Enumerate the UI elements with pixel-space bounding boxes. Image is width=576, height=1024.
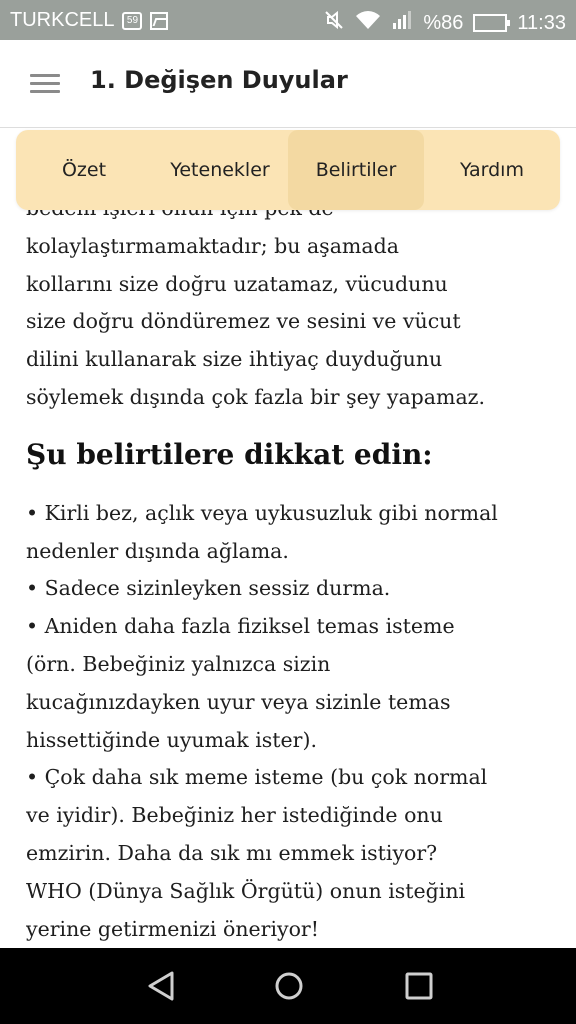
paragraph-line: kolaylaştırmamaktadır; bu aşamada: [26, 233, 399, 258]
wifi-icon: [355, 9, 381, 37]
list-item: ve iyidir). Bebeğiniz her istediğinde onu: [26, 803, 443, 828]
battery-percent: %86: [423, 11, 464, 34]
list-item: • Kirli bez, açlık veya uykusuzluk gibi normal: [26, 500, 498, 525]
carrier-label: TURKCELL: [10, 9, 115, 31]
sim-card-icon: 59: [122, 12, 142, 30]
article-content[interactable]: [26, 128, 556, 948]
tab-belirtiler[interactable]: Belirtiler: [288, 130, 424, 210]
paragraph-line: söylemek dışında çok fazla bir şey yapamaz.: [26, 384, 485, 409]
list-item: nedenler dışında ağlama.: [26, 538, 289, 563]
image-notification-icon: [150, 12, 168, 30]
section-heading: Şu belirtilere dikkat edin:: [26, 437, 433, 471]
clock: 11:33: [517, 11, 566, 34]
list-item: yerine getirmenizi öneriyor!: [26, 916, 319, 941]
symptom-list: [26, 495, 556, 948]
back-icon[interactable]: [146, 970, 176, 1006]
system-nav-bar: [0, 948, 576, 1024]
list-item: kucağınızdayken uyur veya sizinle temas: [26, 689, 451, 714]
intro-paragraph: [26, 190, 556, 417]
recent-apps-icon[interactable]: [404, 970, 434, 1006]
list-item: (örn. Bebeğiniz yalnızca sizin: [26, 651, 331, 676]
tab-ozet[interactable]: Özet: [61, 159, 107, 181]
list-item: WHO (Dünya Sağlık Örgütü) onun isteğini: [26, 878, 466, 903]
hamburger-menu-icon[interactable]: [30, 74, 60, 94]
paragraph-line: dilini kullanarak size ihtiyaç duyduğunu: [26, 347, 443, 372]
list-item: • Aniden daha fazla fiziksel temas isteme: [26, 614, 455, 639]
home-icon[interactable]: [274, 970, 304, 1006]
page-title: 1. Değişen Duyular: [90, 66, 348, 94]
section-tabs: [16, 130, 560, 210]
list-item: emzirin. Daha da sık mı emmek istiyor?: [26, 840, 438, 865]
list-item: hissettiğinde uyumak ister).: [26, 727, 317, 752]
tab-yetenekler[interactable]: Yetenekler: [170, 159, 270, 181]
app-bar: [0, 40, 576, 128]
list-item: • Sadece sizinleyken sessiz durma.: [26, 576, 391, 601]
status-bar: [0, 0, 576, 40]
paragraph-line: kollarını size doğru uzatamaz, vücudunu: [26, 271, 448, 296]
battery-charging-icon: [473, 14, 507, 32]
list-item: • Çok daha sık meme isteme (bu çok normal: [26, 765, 488, 790]
tab-yardim[interactable]: Yardım: [460, 159, 524, 181]
signal-icon: [391, 9, 413, 37]
paragraph-line: size doğru döndüremez ve sesini ve vücut: [26, 309, 461, 334]
mute-icon: [323, 9, 345, 37]
